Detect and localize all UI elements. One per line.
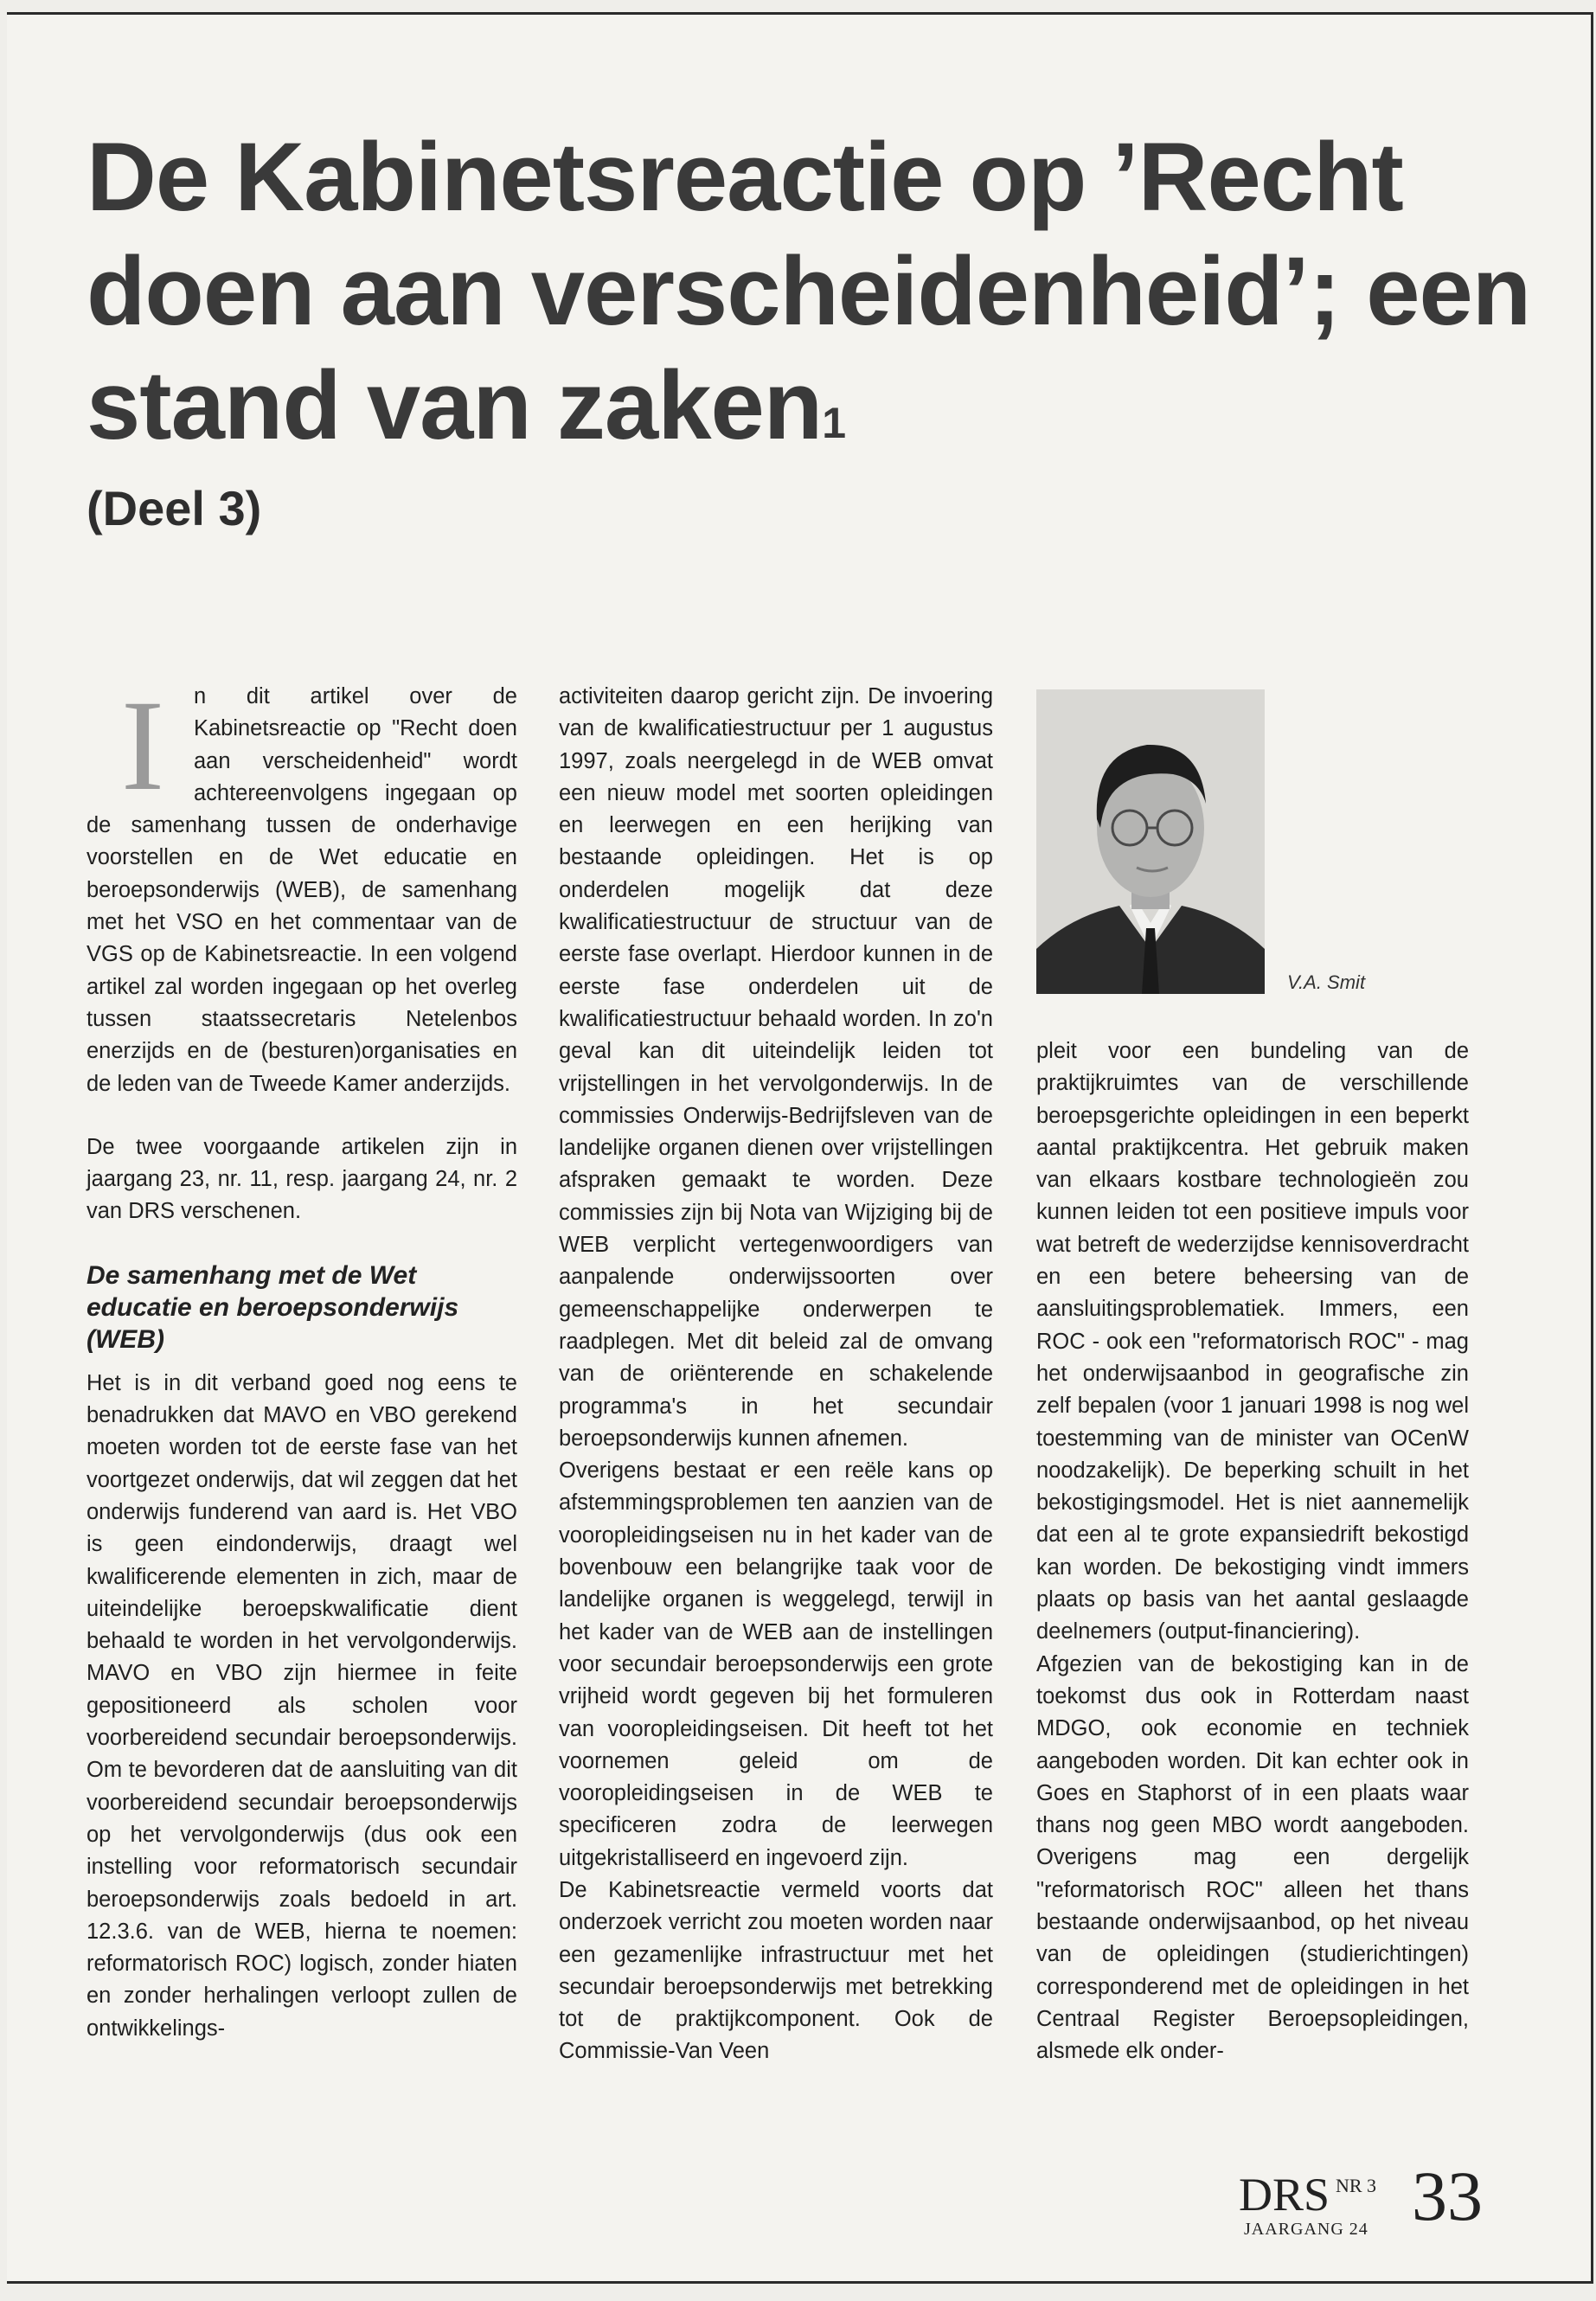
previous-articles-note: De twee voorgaande artikelen zijn in jaargang 23, nr. 11, resp. jaargang 24, nr. 2 van DRS verschenen.: [87, 1134, 517, 1224]
column-2: [559, 681, 993, 2068]
page-number: 33: [1412, 2157, 1483, 2235]
intro-text: n dit artikel over de Kabinetsreactie op "Recht doen aan verscheidenheid" wordt achtereenvolgens ingegaan op de samenhang tussen de onderhavige voorstellen en de Wet educatie en beroepsonderwijs (WEB), de samenhang met het VSO en het commentaar van de VGS op de Kabinetsreactie. In een volgend artikel zal worden ingegaan op het overleg tussen staatssecretaris Netelenbos enerzijds en de (besturen)organisaties en de leden van de Tweede Kamer anderzijds.: [87, 684, 517, 1096]
section-heading: De samenhang met de Wet educatie en beroepsonderwijs (WEB): [87, 1260, 459, 1354]
portrait-image: [1036, 689, 1265, 994]
body-paragraph: Het is in dit verband goed nog eens te benadrukken dat MAVO en VBO gerekend moeten worden tot de eerste fase van het voortgezet onderwijs, dat wil zeggen dat het onderwijs funderend van aard is. Het VBO is geen eindonderwijs, draagt wel kwalificerende elementen in zich, maar de uiteindelijke beroepskwalificatie dient behaald te worden in het vervolgonderwijs. MAVO en VBO zijn hiermee in feite gepositioneerd als scholen voor voorbereidend secundair beroepsonderwijs. Om te bevorderen dat de aansluiting van dit voorbereidend secundair beroepsonderwijs op het vervolgonderwijs (dus ook een instelling voor reformatorisch secundair beroepsonderwijs zoals bedoeld in art. 12.3.6. van de WEB, hierna te noemen: reformatorisch ROC) logisch, zonder hiaten en zonder herhalingen verloopt zullen de ontwikkelings-: [87, 1370, 517, 2041]
intro-paragraph: [87, 674, 517, 1100]
page-footer: [1239, 2157, 1498, 2240]
issue-number: NR 3: [1336, 2175, 1377, 2196]
paragraph-spacer: [87, 1100, 517, 1131]
body-paragraph: pleit voor een bundeling van de praktijkruimtes van de verschillende beroepsgerichte opleidingen in een beperkt aantal praktijkcentra. Het gebruik maken van elkaars kostbare technologieën zou kunnen leiden tot een positieve impuls voor wat betreft de wederzijdse kennisoverdracht en een betere beheersing van de aansluitingsproblematiek. Immers, een ROC - ook een "reformatorisch ROC" - mag het onderwijsaanbod in geografische zin zelf bepalen (voor 1 januari 1998 is nog wel toestemming van de minister van OCenW noodzakelijk). De beperking schuilt in het bekostigingsmodel. Het is niet aannemelijk dat een al te grote expansiedrift bekostigd kan worden. De bekostiging vindt immers plaats op basis van het aantal geslaagde deelnemers (output-financiering).: [1036, 1039, 1469, 1644]
magazine-name: DRS: [1239, 2169, 1330, 2221]
column-3: [1036, 1035, 1469, 2068]
magazine-page: [7, 12, 1593, 2284]
body-paragraph: Afgezien van de bekostiging kan in de toekomst dus ook in Rotterdam naast MDGO, ook economie en techniek aangeboden worden. Dit kan echter ook in Goes en Staphorst of in een plaats waar thans nog geen MBO wordt aangeboden. Overigens mag een dergelijk "reformatorisch ROC" alleen het thans bestaande onderwijsaanbod, op het niveau van de opleidingen (studierichtingen) corresponderend met de opleidingen in het Centraal Register Beroepsopleidingen, alsmede elk onder-: [1036, 1651, 1469, 2064]
title-text: De Kabinetsreactie op ’Recht doen aan verscheidenheid’; een stand van zaken: [87, 123, 1531, 459]
column-1: [87, 674, 517, 2045]
body-paragraph: De Kabinetsreactie vermeld voorts dat onderzoek verricht zou moeten worden naar een gezamenlijke infrastructuur met het secundair beroepsonderwijs met betrekking tot de praktijkcomponent. Ook de Commissie-Van Veen: [559, 1877, 993, 2064]
author-photo: [1036, 689, 1265, 994]
body-paragraph: activiteiten daarop gericht zijn. De invoering van de kwalificatiestructuur per 1 augustus 1997, zoals neergelegd in de WEB omvat een nieuw model met soorten opleidingen en leerwegen en een herijking van bestaande opleidingen. Het is op onderdelen mogelijk dat deze kwalificatiestructuur de structuur van de eerste fase overlapt. Hierdoor kunnen in de eerste fase onderdelen uit de kwalificatiestructuur behaald worden. In zo'n geval kan dit uiteindelijk leiden tot vrijstellingen in het vervolgonderwijs. In de commissies Onderwijs-Bedrijfsleven van de landelijke organen dienen over vrijstellingen afspraken gemaakt te worden. Deze commissies zijn bij Nota van Wijziging bij de WEB verplicht vertegenwoordigers van aanpalende onderwijssoorten over gemeenschappelijke onderwerpen te raadplegen. Met dit beleid zal de omvang van de oriënterende en schakelende programma's in het secundair beroepsonderwijs kunnen afnemen.: [559, 684, 993, 1451]
article-title: [87, 120, 1557, 463]
body-paragraph: Overigens bestaat er een reële kans op afstemmingsproblemen ten aanzien van de vooropleidingseisen nu in het kader van de bovenbouw een belangrijke taak voor de landelijke organen is weggelegd, terwijl in het kader van de WEB aan de instellingen voor secundair beroepsonderwijs een grote vrijheid wordt gegeven bij het formuleren van vooropleidingseisen. Dit heeft tot het voornemen geleid om de vooropleidingseisen in de WEB te specificeren zodra de leerwegen uitgekristalliseerd en ingevoerd zijn.: [559, 1458, 993, 1870]
volume-label: JAARGANG 24: [1244, 2220, 1368, 2239]
drop-cap: I: [121, 674, 164, 817]
photo-caption: V.A. Smit: [1287, 971, 1366, 993]
title-footnote-marker: 1: [822, 399, 846, 447]
article-subtitle: (Deel 3): [87, 481, 262, 535]
